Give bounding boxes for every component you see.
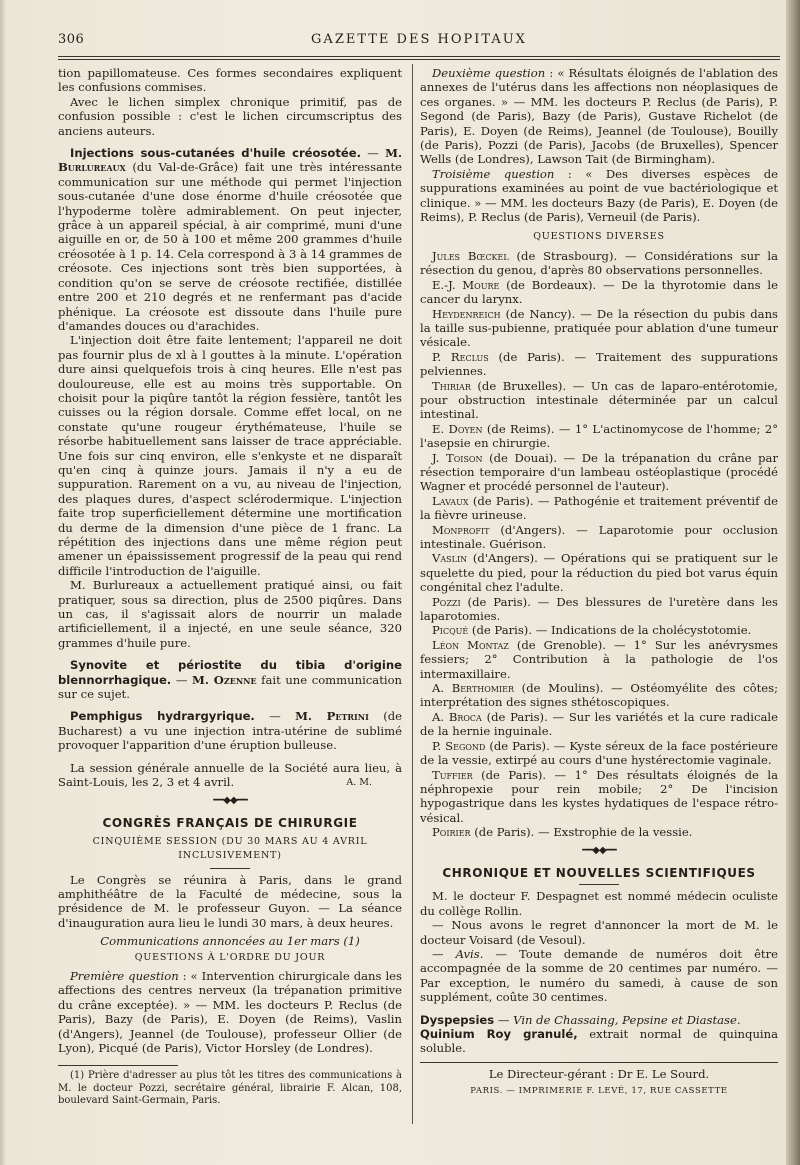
directeur-gerant: Le Directeur-gérant : Dr E. Le Sourd.	[420, 1062, 778, 1081]
article-pemphigus: Pemphigus hydrargyrique. — M. Petrini (de Bucharest) a vu une injection intra-utérine de sublimé provoquer l'apparition d'une éruption bulleuse.	[58, 709, 402, 753]
paragraph: M. Burlureaux a actuellement pratiqué ainsi, ou fait pratiquer, sous sa direction, plus de 2500 piqûres. Dans un cas, il s'agissait alors de nourrir un malade artificiellement, il a injecté, en une seule séance, 320 grammes d'huile pure.	[58, 578, 402, 650]
list-item: Tuffier (de Paris). — 1° Des résultats éloignés de la néphropexie pour rein mobile; 2° De l'incision hypogastrique dans les kystes hydatiques de l'espace rétro-vésical.	[420, 767, 778, 825]
running-head	[58, 32, 780, 52]
header-rule-double	[58, 59, 780, 60]
subheading: Communications annoncées au 1er mars (1)	[100, 934, 360, 949]
list-item: J. Toison (de Douai). — De la trépanation du crâne par résection temporaire d'un lambeau ostéoplastique (procédé Wagner et procédé personnel de l'auteur).	[420, 450, 779, 494]
author-name: M. Burlureaux	[58, 146, 402, 175]
advert-dyspepsies: Dyspepsies — Vin de Chassaing, Pepsine et Diastase.	[420, 1012, 741, 1027]
advert-quinium: Quinium Roy granulé, extrait normal de quinquina soluble.	[420, 1027, 778, 1056]
article-synovite: Synovite et périostite du tibia d'origine blennorrhagique. — M. Ozenne fait une communication sur ce sujet.	[58, 658, 403, 702]
list-item: A. Berthomier (de Moulins). — Ostéomyélite des côtes; interprétation des signes sthétoscopiques.	[420, 681, 778, 710]
list-item: Thiriar (de Bruxelles). — Un cas de laparo-entérotomie, pour obstruction intestinale déterminée par un calcul intestinal.	[420, 378, 778, 422]
author-name: Heydenreich	[432, 306, 501, 321]
author-name: E.-J. Moure	[432, 277, 500, 292]
news-item: — Nous avons le regret d'annoncer la mort de M. le docteur Voisard (de Vesoul).	[420, 918, 778, 947]
author-name: Pozzi	[432, 594, 461, 609]
question-label: Troisième question	[432, 166, 555, 181]
header-rule	[58, 56, 780, 57]
list-item: Poirier (de Paris). — Exstrophie de la vessie.	[432, 825, 693, 840]
author-name: P. Segond	[432, 738, 486, 753]
author-name: Jules Bœckel	[432, 248, 509, 263]
signature: A. M.	[346, 776, 372, 788]
ornament-divider: ━━◆◆━━	[213, 794, 247, 806]
list-item: Heydenreich (de Nancy). — De la résection du pubis dans la taille sus-pubienne, pratiquée pour ablation d'une tumeur vésicale.	[420, 306, 778, 350]
author-name: Poirier	[432, 825, 471, 840]
list-item: Picqué (de Paris). — Indications de la cholécystotomie.	[432, 623, 752, 638]
left-column	[58, 66, 402, 1108]
author-name: Léon Montaz	[432, 637, 509, 652]
page-left-edge	[0, 0, 6, 1165]
author-name: Vaslin	[432, 551, 468, 566]
news-item-avis: — Avis. — Toute demande de numéros doit être accompagnée de la somme de 20 centimes par numéro. — Par exception, le numéro du samedi, à cause de son supplément, coûte 30 centimes.	[420, 946, 778, 1005]
paragraph: tion papillomateuse. Ces formes secondaires expliquent les confusions commises.	[58, 66, 402, 95]
list-item: A. Broca (de Paris). — Sur les variétés et la cure radicale de la hernie inguinale.	[420, 709, 778, 739]
author-name: Lavaux	[432, 493, 469, 508]
author-name: Monprofit	[432, 522, 490, 537]
section-title: CHRONIQUE ET NOUVELLES SCIENTIFIQUES	[442, 865, 756, 880]
page-number: 306	[58, 32, 85, 47]
author-name: Tuffier	[432, 767, 473, 782]
question-2: Deuxième question : « Résultats éloignés de l'ablation des annexes de l'utérus dans les affections non néoplasiques de ces organes. » — MM. les docteurs P. Reclus (de Paris), P. Segond (de Paris), Bazy (de Paris), Gustave Richelot (de Paris), E. Doyen (de Reims), Jeannel (de Toulouse), Bouilly (de Paris), Pozzi (de Paris), Jacobs (de Bruxelles), Spencer Wells (de Londres), Lawson Tait (de Birmingham).	[420, 66, 778, 167]
question-1: Première question : « Intervention chirurgicale dans les affections des centres nerveux (la trépanation primitive du crâne exceptée). » — MM. les docteurs P. Reclus (de Paris), Bazy (de Paris), E. Doyen (de Reims), Vaslin (d'Angers), Jeannel (de Toulouse), professeur Ollier (de Lyon), Picqué (de Paris), Victor Horsley (de Londres).	[58, 968, 402, 1055]
list-item: P. Segond (de Paris). — Kyste séreux de la face postérieure de la vessie, extirpé au cours d'une hystérectomie vaginale.	[420, 738, 779, 768]
list-item: Jules Bœckel (de Strasbourg). — Considérations sur la résection du genou, d'après 80 observations personnelles.	[420, 248, 778, 278]
list-item: Monprofit (d'Angers). — Laparotomie pour occlusion intestinale. Guérison.	[420, 522, 778, 551]
journal-title: GAZETTE DES HOPITAUX	[311, 32, 527, 47]
author-name: Picqué	[432, 623, 469, 638]
author-name: A. Broca	[432, 709, 482, 724]
right-column	[420, 66, 778, 1099]
footnote-rule	[58, 1065, 178, 1066]
list-item: Vaslin (d'Angers). — Opérations qui se pratiquent sur le squelette du pied, pour la réduction du pied bot varus équin congénital chez l'adulte.	[420, 551, 778, 595]
article-title: Synovite et périostite du tibia d'origine blennorrhagique.	[58, 658, 402, 687]
subheading-caps: QUESTIONS À L'ORDRE DU JOUR	[134, 951, 326, 963]
article-title: Pemphigus hydrargyrique.	[70, 709, 255, 724]
author-name: M. Ozenne	[192, 672, 257, 687]
list-item: Pozzi (de Paris). — Des blessures de l'uretère dans les laparotomies.	[420, 594, 778, 624]
list-item: E. Doyen (de Reims). — 1° L'actinomycose de l'homme; 2° l'asepsie en chirurgie.	[420, 421, 778, 451]
footnote: (1) Prière d'adresser au plus tôt les titres des communications à M. le docteur Pozzi, secrétaire général, librairie F. Alcan, 108, boulevard Saint-Germain, Paris.	[58, 1070, 402, 1107]
paragraph: Le Congrès se réunira à Paris, dans le grand amphithéâtre de la Faculté de médecine, sous la présidence de M. le professeur Guyon. — La séance d'inauguration aura lieu le lundi 30 mars, à deux heures.	[58, 872, 402, 930]
page-binding-edge	[786, 0, 800, 1165]
paragraph: Avec le lichen simplex chronique primitif, pas de confusion possible : c'est le lichen circumscriptus des anciens auteurs.	[58, 94, 402, 138]
subheading-caps: QUESTIONS DIVERSES	[533, 231, 665, 243]
article-title: Injections sous-cutanées d'huile créosotée.	[70, 146, 362, 161]
question-label: Première question	[70, 968, 179, 983]
list-item: E.-J. Moure (de Bordeaux). — De la thyrotomie dans le cancer du larynx.	[420, 277, 778, 307]
question-label: Deuxième question	[432, 66, 546, 80]
paragraph: L'injection doit être faite lentement; l'appareil ne doit pas fournir plus de xl à l gouttes à la minute. L'opération dure ainsi quelquefois trois à cinq heures. Elle n'est pas douloureuse, elle est au moins très supportable. On choisit pour la piqûre tantôt la région fessière, tantôt les cuisses ou la région dorsale. Comme effet local, on ne constate qu'une rougeur érythémateuse, l'huile se résorbe habituellement sans laisser de trace appréciable. Une fois sur cinq environ, elle s'enkyste et ne disparaît qu'en cinq à quinze jours. Jamais il n'y a eu de suppuration. Rarement on a vu, au niveau de l'injection, des plaques dures, d'aspect sclérodermique. L'injection faite trop superficiellement détermine une mortification du derme de la dimension d'une pièce de 1 franc. La répétition des injections dans une même région peut amener un épaississement progressif de la peau qui rend difficile l'introduction de l'aiguille.	[58, 333, 402, 578]
author-name: M. Petrini	[295, 709, 369, 724]
author-name: A. Berthomier	[432, 681, 515, 696]
ornament-divider: ━━◆◆━━	[582, 844, 616, 856]
section-title: CONGRÈS FRANÇAIS DE CHIRURGIE	[102, 816, 358, 831]
article-injections: Injections sous-cutanées d'huile créosotée. — M. Burlureaux (du Val-de-Grâce) fait une très intéressante communication sur une méthode qui permet l'injection sous-cutanée d'une dose énorme d'huile créosotée que l'hypoderme tolère admirablement. On peut injecter, grâce à un appareil spécial, à air comprimé, muni d'une aiguille en or, de 50 à 100 et même 200 grammes d'huile créosotée à 1 p. 14. Cela correspond à 3 à 14 grammes de créosote. Ces injections sont très bien supportées, à condition qu'on se serve de créosote rectifiée, distillée entre 200 et 210 degrés et ne renfermant pas d'acide phénique. La créosote est dissoute dans l'huile pure d'amandes douces ou d'arachides.	[58, 146, 402, 333]
author-name: P. Reclus	[432, 349, 489, 364]
list-item: Léon Montaz (de Grenoble). — 1° Sur les anévrysmes fessiers; 2° Contribution à la pathologie de l'os intermaxillaire.	[420, 637, 778, 681]
list-item: Lavaux (de Paris). — Pathogénie et traitement préventif de la fièvre urineuse.	[420, 493, 778, 523]
paragraph: La session générale annuelle de la Société aura lieu, à Saint-Louis, les 2, 3 et 4 avril.	[58, 760, 402, 790]
author-name: E. Doyen	[432, 421, 483, 436]
short-rule	[210, 868, 250, 869]
section-subtitle: CINQUIÈME SESSION (DU 30 MARS AU 4 AVRIL INCLUSIVEMENT)	[92, 835, 368, 862]
author-name: J. Toison	[432, 450, 483, 465]
short-rule	[579, 884, 619, 885]
author-name: Thiriar	[432, 378, 471, 393]
column-divider	[412, 64, 413, 1124]
list-item: P. Reclus (de Paris). — Traitement des suppurations pelviennes.	[420, 349, 779, 379]
question-3: Troisième question : « Des diverses espèces de suppurations examinées au point de vue bactériologique et clinique. » — MM. les docteurs Bazy (de Paris), E. Doyen (de Reims), P. Reclus (de Paris), Verneuil (de Paris).	[420, 166, 778, 225]
printer-imprint: PARIS. — IMPRIMERIE F. LEVÉ, 17, RUE CASSETTE	[470, 1086, 728, 1097]
communications-list	[420, 249, 778, 840]
news-item: M. le docteur F. Despagnet est nommé médecin oculiste du collège Rollin.	[420, 889, 778, 918]
